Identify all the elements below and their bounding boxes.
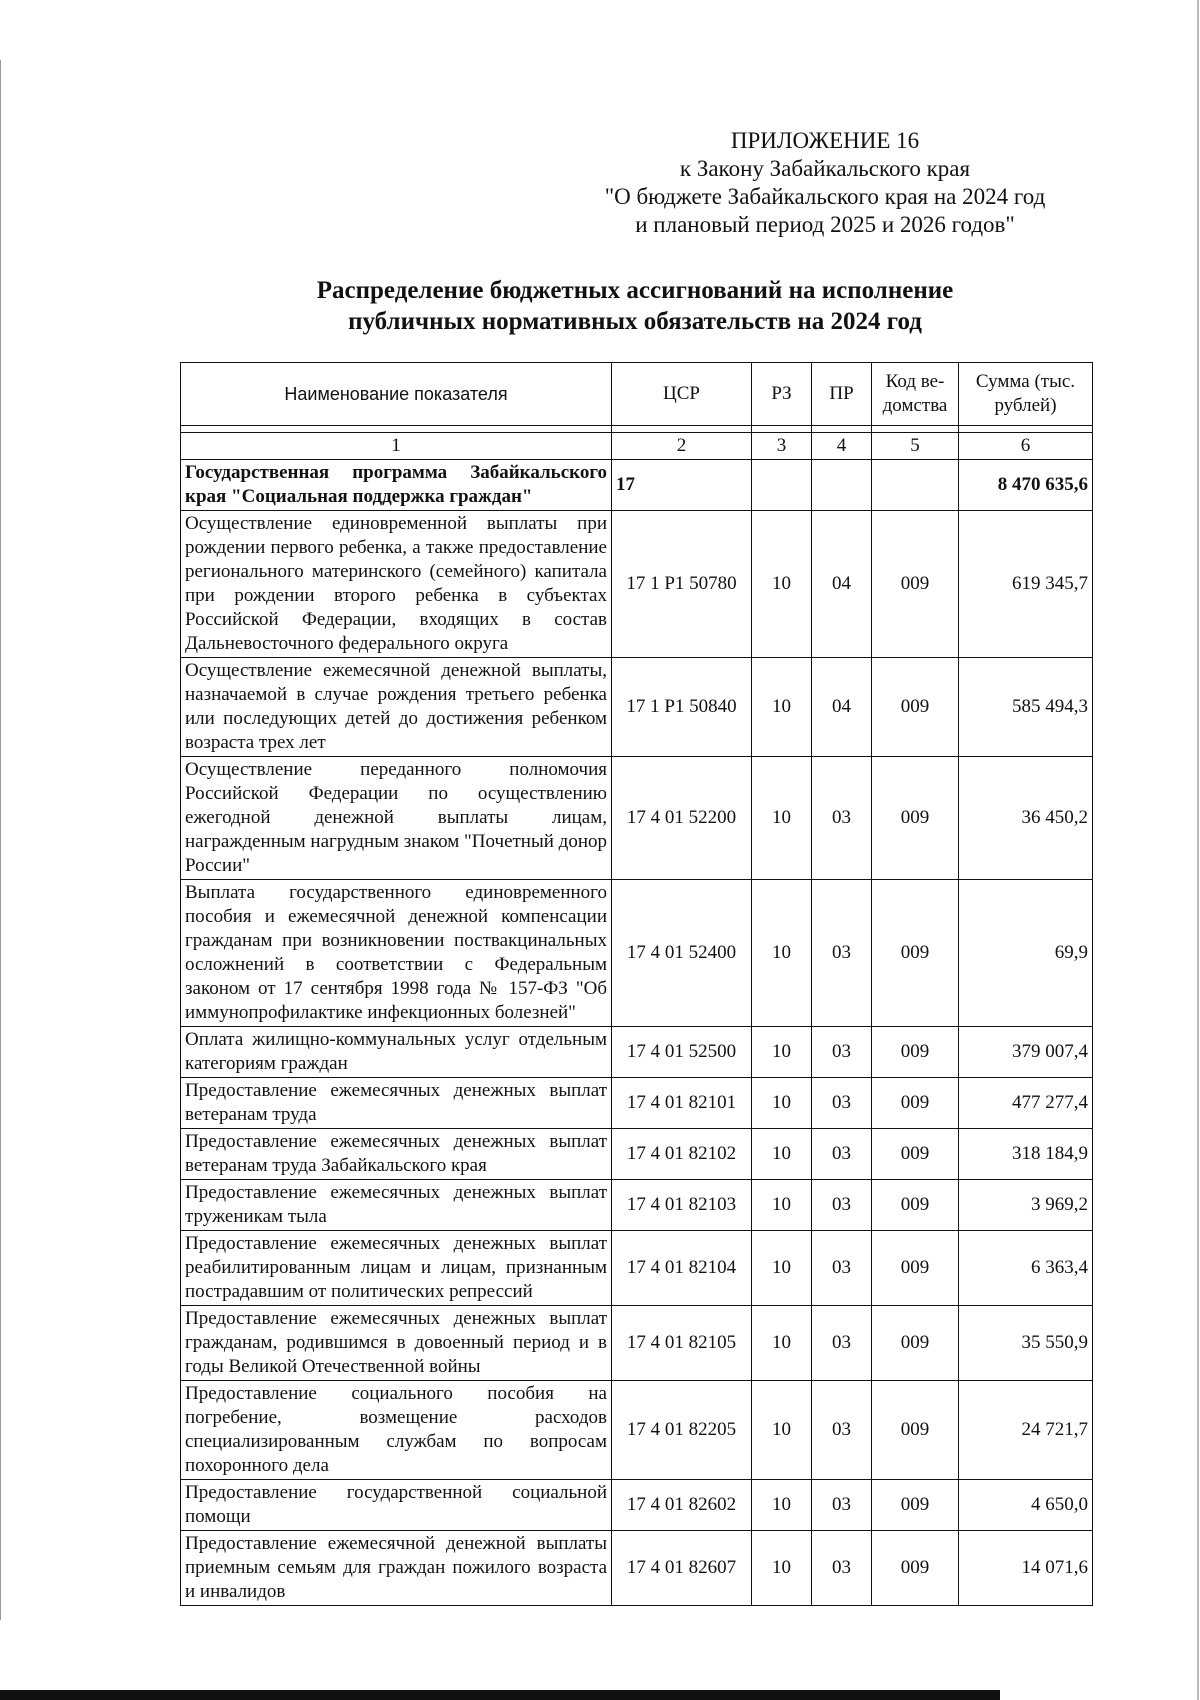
- cell-name: Осуществление ежемесячной денежной выплаты, назначаемой в случае рождения третьего ребенка или последующих детей до достижения ребенком возраста трех лет: [181, 658, 612, 757]
- cell-rz: 10: [752, 880, 812, 1027]
- column-number: 1: [181, 433, 612, 460]
- cell-pr: 03: [812, 1027, 872, 1078]
- cell-pr: 03: [812, 1180, 872, 1231]
- cell-sum: 379 007,4: [959, 1027, 1093, 1078]
- table-header-gap: [181, 426, 1093, 433]
- cell-dept: 009: [872, 1180, 959, 1231]
- column-number: 2: [612, 433, 752, 460]
- cell-name: Осуществление единовременной выплаты при рождении первого ребенка, а также предоставление регионального материнского (семейного) капитала при рождении второго ребенка в субъектах Российской Федерации, входящих в состав Дальневосточного федерального округа: [181, 511, 612, 658]
- cell-rz: 10: [752, 1231, 812, 1306]
- cell-pr: [812, 460, 872, 511]
- table-row: [181, 1381, 1093, 1480]
- cell-dept: 009: [872, 1231, 959, 1306]
- appendix-number: ПРИЛОЖЕНИЕ 16: [730, 128, 920, 153]
- header-name: Наименование показателя: [181, 363, 612, 426]
- table-row: [181, 1078, 1093, 1129]
- cell-sum: 35 550,9: [959, 1306, 1093, 1381]
- table-row: [181, 1306, 1093, 1381]
- cell-sum: 318 184,9: [959, 1129, 1093, 1180]
- cell-name: Предоставление ежемесячной денежной выплаты приемным семьям для граждан пожилого возраста и инвалидов: [181, 1531, 612, 1606]
- cell-csr: 17 4 01 82101: [612, 1078, 752, 1129]
- header-csr: ЦСР: [612, 363, 752, 426]
- cell-csr: 17 4 01 82602: [612, 1480, 752, 1531]
- cell-pr: 03: [812, 1129, 872, 1180]
- cell-pr: 03: [812, 880, 872, 1027]
- cell-dept: 009: [872, 1306, 959, 1381]
- cell-csr: 17 1 P1 50840: [612, 658, 752, 757]
- table-row: [181, 880, 1093, 1027]
- table-row: [181, 1027, 1093, 1078]
- cell-pr: 04: [812, 511, 872, 658]
- cell-sum: 14 071,6: [959, 1531, 1093, 1606]
- cell-dept: 009: [872, 880, 959, 1027]
- cell-name: Выплата государственного единовременного пособия и ежемесячной денежной компенсации гражданам при возникновении поствакцинальных осложнений в соответствии с Федеральным законом от 17 сентября 1998 года № 157-ФЗ "Об иммунопрофилактике инфекционных болезней": [181, 880, 612, 1027]
- table-row: [181, 1129, 1093, 1180]
- appendix-law-title-1: "О бюджете Забайкальского края на 2024 год: [604, 184, 1046, 209]
- cell-name: Предоставление ежемесячных денежных выплат гражданам, родившимся в довоенный период и в годы Великой Отечественной войны: [181, 1306, 612, 1381]
- cell-rz: 10: [752, 757, 812, 880]
- cell-rz: 10: [752, 511, 812, 658]
- cell-csr: 17 4 01 52200: [612, 757, 752, 880]
- cell-sum: 585 494,3: [959, 658, 1093, 757]
- column-number: 3: [752, 433, 812, 460]
- cell-csr: 17 4 01 52400: [612, 880, 752, 1027]
- cell-rz: 10: [752, 1129, 812, 1180]
- cell-rz: [752, 460, 812, 511]
- cell-rz: 10: [752, 1480, 812, 1531]
- cell-sum: 4 650,0: [959, 1480, 1093, 1531]
- table-row: [181, 1480, 1093, 1531]
- column-number: 6: [959, 433, 1093, 460]
- cell-pr: 03: [812, 1381, 872, 1480]
- cell-sum: 619 345,7: [959, 511, 1093, 658]
- appendix-header: [560, 127, 1090, 239]
- cell-dept: [872, 460, 959, 511]
- obligations-table: [180, 362, 1093, 1606]
- cell-sum: 3 969,2: [959, 1180, 1093, 1231]
- document-title: [180, 275, 1090, 337]
- scan-edge-bottom: [0, 1690, 1000, 1700]
- cell-csr: 17 4 01 82105: [612, 1306, 752, 1381]
- cell-pr: 04: [812, 658, 872, 757]
- cell-rz: 10: [752, 1306, 812, 1381]
- appendix-law: к Закону Забайкальского края: [679, 156, 971, 181]
- cell-rz: 10: [752, 1078, 812, 1129]
- cell-dept: 009: [872, 1078, 959, 1129]
- column-number-row: [181, 433, 1093, 460]
- column-number: 4: [812, 433, 872, 460]
- cell-sum: 6 363,4: [959, 1231, 1093, 1306]
- cell-csr: 17 4 01 82102: [612, 1129, 752, 1180]
- scan-edge-right: [1197, 0, 1199, 1700]
- table-row: [181, 1531, 1093, 1606]
- table-row: [181, 757, 1093, 880]
- cell-pr: 03: [812, 757, 872, 880]
- cell-dept: 009: [872, 511, 959, 658]
- cell-rz: 10: [752, 1381, 812, 1480]
- cell-name: Предоставление государственной социальной помощи: [181, 1480, 612, 1531]
- table-header-row: [181, 363, 1093, 426]
- table-row: [181, 658, 1093, 757]
- scan-edge-left: [0, 60, 1, 1620]
- table-row: [181, 1231, 1093, 1306]
- cell-rz: 10: [752, 1027, 812, 1078]
- cell-csr: 17 4 01 52500: [612, 1027, 752, 1078]
- cell-pr: 03: [812, 1480, 872, 1531]
- cell-name: Предоставление ежемесячных денежных выплат реабилитированным лицам и лицам, признанным пострадавшим от политических репрессий: [181, 1231, 612, 1306]
- cell-sum: 36 450,2: [959, 757, 1093, 880]
- cell-rz: 10: [752, 658, 812, 757]
- cell-pr: 03: [812, 1231, 872, 1306]
- cell-dept: 009: [872, 1531, 959, 1606]
- cell-name: Предоставление ежемесячных денежных выплат ветеранам труда: [181, 1078, 612, 1129]
- cell-csr: 17 1 P1 50780: [612, 511, 752, 658]
- table-row: [181, 511, 1093, 658]
- header-sum: Сумма (тыс. рублей): [959, 363, 1093, 426]
- cell-name: Осуществление переданного полномочия Российской Федерации по осуществлению ежегодной денежной выплаты лицам, награжденным нагрудным знаком "Почетный донор России": [181, 757, 612, 880]
- cell-sum: 477 277,4: [959, 1078, 1093, 1129]
- cell-sum: 8 470 635,6: [959, 460, 1093, 511]
- cell-csr: 17 4 01 82104: [612, 1231, 752, 1306]
- cell-dept: 009: [872, 1129, 959, 1180]
- cell-csr: 17: [612, 460, 752, 511]
- cell-name: Оплата жилищно-коммунальных услуг отдельным категориям граждан: [181, 1027, 612, 1078]
- cell-name: Предоставление ежемесячных денежных выплат труженикам тыла: [181, 1180, 612, 1231]
- cell-dept: 009: [872, 1027, 959, 1078]
- appendix-law-title-2: и плановый период 2025 и 2026 годов": [635, 212, 1015, 237]
- cell-dept: 009: [872, 757, 959, 880]
- cell-pr: 03: [812, 1078, 872, 1129]
- cell-name: Предоставление ежемесячных денежных выплат ветеранам труда Забайкальского края: [181, 1129, 612, 1180]
- title-line-1: Распределение бюджетных ассигнований на исполнение: [316, 277, 954, 304]
- cell-csr: 17 4 01 82607: [612, 1531, 752, 1606]
- cell-rz: 10: [752, 1531, 812, 1606]
- cell-sum: 69,9: [959, 880, 1093, 1027]
- header-dept: Код ве-домства: [872, 363, 959, 426]
- cell-pr: 03: [812, 1306, 872, 1381]
- table-row: [181, 1180, 1093, 1231]
- header-rz: РЗ: [752, 363, 812, 426]
- cell-name: Предоставление социального пособия на погребение, возмещение расходов специализированным службам по вопросам похоронного дела: [181, 1381, 612, 1480]
- cell-dept: 009: [872, 1480, 959, 1531]
- program-row: [181, 460, 1093, 511]
- column-number: 5: [872, 433, 959, 460]
- cell-rz: 10: [752, 1180, 812, 1231]
- header-pr: ПР: [812, 363, 872, 426]
- cell-dept: 009: [872, 1381, 959, 1480]
- cell-name: Государственная программа Забайкальского края "Социальная поддержка граждан": [181, 460, 612, 511]
- cell-pr: 03: [812, 1531, 872, 1606]
- title-line-2: публичных нормативных обязательств на 2024 год: [348, 308, 922, 335]
- cell-csr: 17 4 01 82103: [612, 1180, 752, 1231]
- cell-sum: 24 721,7: [959, 1381, 1093, 1480]
- cell-dept: 009: [872, 658, 959, 757]
- cell-csr: 17 4 01 82205: [612, 1381, 752, 1480]
